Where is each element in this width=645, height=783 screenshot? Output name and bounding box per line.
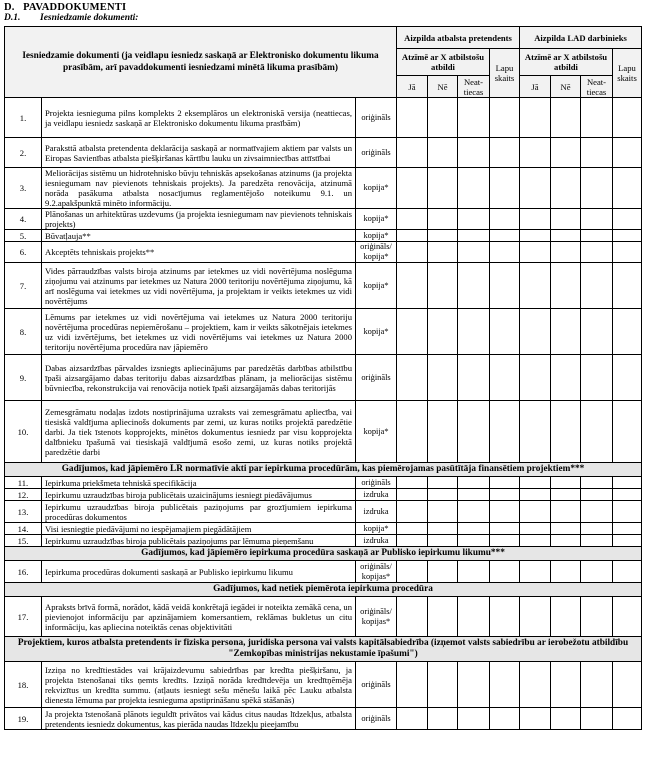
applicant-pages-cell[interactable] (490, 535, 520, 547)
header-applicant-mark: Atzīmē ar X atbilstošu atbildi (397, 49, 490, 76)
row-number: 19. (5, 708, 42, 730)
lad-no-cell[interactable] (551, 309, 581, 355)
applicant-yes-cell[interactable] (397, 209, 428, 230)
document-row (5, 477, 642, 489)
lad-pages-cell[interactable] (613, 597, 642, 637)
document-row (5, 309, 642, 355)
lad-no-cell[interactable] (551, 263, 581, 309)
header-lad-yes: Jā (520, 76, 551, 98)
lad-na-cell[interactable] (581, 309, 613, 355)
row-description: Iepirkumu uzraudzības biroja publicētais paziņojums par grozījumiem iepirkuma procedūras dokumentos (42, 501, 356, 523)
lad-no-cell[interactable] (551, 477, 581, 489)
document-row (5, 662, 642, 708)
applicant-pages-cell[interactable] (490, 477, 520, 489)
row-document-type: kopija* (356, 230, 397, 242)
lad-no-cell[interactable] (551, 501, 581, 523)
lad-na-cell[interactable] (581, 535, 613, 547)
document-row (5, 98, 642, 138)
row-description: Zemesgrāmatu nodaļas izdots nostiprinājuma uzraksts vai zemesgrāmatu apliecība, vai tiesiskā valdījuma apliecinošs dokuments par zemi, uz kuras notiks projektā paredzētie darbi. Ja tiek īstenots kopprojekts, minētos dokumentus iesniedz par visu kopprojekta dalībnieku īpašumā vai tiesiskajā valdījumā esošo zemi, uz kuras notiks projektā paredzētie darbi (42, 401, 356, 463)
applicant-pages-cell[interactable] (490, 230, 520, 242)
row-number: 7. (5, 263, 42, 309)
applicant-na-cell[interactable] (458, 355, 490, 401)
applicant-yes-cell[interactable] (397, 535, 428, 547)
lad-pages-cell[interactable] (613, 401, 642, 463)
lad-pages-cell[interactable] (613, 98, 642, 138)
lad-pages-cell[interactable] (613, 535, 642, 547)
applicant-no-cell[interactable] (428, 708, 458, 730)
lad-no-cell[interactable] (551, 355, 581, 401)
row-document-type: oriģināls (356, 355, 397, 401)
row-description: Izziņa no kredītiestādes vai krājaizdevumu sabiedrības par kredīta piešķiršanu, ja projekta īstenošanai tiks ņemts kredīts. Izziņā norāda kredītdevēja un kredītņēmēja rekvizītus un kredīta summu. (atļauts iesniegt sešu mēnešu laikā pēc Lauku atbalsta dienesta lēmuma par projekta iesnieguma apstiprināšanu spēkā stāšanās) (42, 662, 356, 708)
header-applicant-pages: Lapu skaits (490, 49, 520, 98)
section-band: Projektiem, kuros atbalsta pretendents ir fiziska persona, juridiska persona vai valsts kapitālsabiedrība (izņemot valsts sabiedrību ar ierobežotu atbildību "Zemkopības ministrijas nekustamie īpašumi") (5, 637, 642, 662)
lad-pages-cell[interactable] (613, 209, 642, 230)
row-document-type: oriģināls (356, 98, 397, 138)
document-row (5, 263, 642, 309)
applicant-na-cell[interactable] (458, 523, 490, 535)
applicant-no-cell[interactable] (428, 309, 458, 355)
lad-na-cell[interactable] (581, 230, 613, 242)
row-document-type: kopija* (356, 209, 397, 230)
applicant-no-cell[interactable] (428, 523, 458, 535)
document-row (5, 489, 642, 501)
lad-no-cell[interactable] (551, 242, 581, 263)
lad-yes-cell[interactable] (520, 209, 551, 230)
lad-na-cell[interactable] (581, 708, 613, 730)
header-lad-no: Nē (551, 76, 581, 98)
section-band: Gadījumos, kad jāpiemēro LR normatīvie akti par iepirkuma procedūrām, kas piemērojamas pasūtītāja finansētiem projektiem*** (5, 463, 642, 477)
lad-no-cell[interactable] (551, 535, 581, 547)
applicant-na-cell[interactable] (458, 138, 490, 168)
row-document-type: izdruka (356, 535, 397, 547)
lad-na-cell[interactable] (581, 401, 613, 463)
lad-yes-cell[interactable] (520, 401, 551, 463)
header-lad-pages: Lapu skaits (613, 49, 642, 98)
applicant-yes-cell[interactable] (397, 263, 428, 309)
lad-yes-cell[interactable] (520, 355, 551, 401)
row-description: Iepirkumu uzraudzības biroja publicētais uzaicinājums iesniegt piedāvājumus (42, 489, 356, 501)
lad-pages-cell[interactable] (613, 523, 642, 535)
row-document-type: oriģināls/ kopijas* (356, 597, 397, 637)
applicant-pages-cell[interactable] (490, 209, 520, 230)
header-documents: Iesniedzamie dokumenti (ja veidlapu iesniedz saskaņā ar Elektronisko dokumentu likuma prasībām, arī pavaddokumenti iesniedzami minētā likuma prasībām) (5, 27, 397, 98)
applicant-yes-cell[interactable] (397, 309, 428, 355)
row-number: 9. (5, 355, 42, 401)
row-document-type: kopija* (356, 263, 397, 309)
applicant-pages-cell[interactable] (490, 501, 520, 523)
row-description: Lēmums par ietekmes uz vidi novērtējuma vai ietekmes uz Natura 2000 teritoriju novērtējuma procedūras nepiemērošanu – projektiem, kam ir veikts sākotnējais ietekmes uz vidi izvērtējums, bet ietekmes uz vidi novērtējums vai ietekmes uz Natura 2000 teritoriju novērtējuma procedūra nav jāpiemēro (42, 309, 356, 355)
row-description: Apraksts brīvā formā, norādot, kādā veidā konkrētajā iegādei ir noteikta zemākā cena, un pievienojot informāciju par apzinājamiem komersantiem, reklāmas bukletus un citu informāciju, kas apliecina noteiktās cenas objektivitāti (42, 597, 356, 637)
applicant-yes-cell[interactable] (397, 501, 428, 523)
lad-na-cell[interactable] (581, 597, 613, 637)
applicant-na-cell[interactable] (458, 477, 490, 489)
applicant-na-cell[interactable] (458, 535, 490, 547)
lad-no-cell[interactable] (551, 168, 581, 209)
lad-yes-cell[interactable] (520, 477, 551, 489)
row-description: Iepirkuma procedūras dokumenti saskaņā ar Publisko iepirkumu likumu (42, 561, 356, 583)
applicant-yes-cell[interactable] (397, 168, 428, 209)
row-document-type: oriģināls (356, 477, 397, 489)
applicant-yes-cell[interactable] (397, 523, 428, 535)
row-description: Akceptēts tehniskais projekts** (42, 242, 356, 263)
row-number: 15. (5, 535, 42, 547)
lad-no-cell[interactable] (551, 401, 581, 463)
row-number: 17. (5, 597, 42, 637)
document-row (5, 708, 642, 730)
applicant-no-cell[interactable] (428, 242, 458, 263)
lad-na-cell[interactable] (581, 662, 613, 708)
row-number: 12. (5, 489, 42, 501)
row-number: 18. (5, 662, 42, 708)
applicant-yes-cell[interactable] (397, 561, 428, 583)
row-number: 3. (5, 168, 42, 209)
row-document-type: kopija* (356, 168, 397, 209)
lad-no-cell[interactable] (551, 708, 581, 730)
section-band: Gadījumos, kad jāpiemēro iepirkuma procedūra saskaņā ar Publisko iepirkumu likumu*** (5, 547, 642, 561)
row-number: 11. (5, 477, 42, 489)
applicant-yes-cell[interactable] (397, 401, 428, 463)
applicant-no-cell[interactable] (428, 662, 458, 708)
applicant-na-cell[interactable] (458, 168, 490, 209)
row-description: Būvatļauja** (42, 230, 356, 242)
row-number: 2. (5, 138, 42, 168)
lad-yes-cell[interactable] (520, 662, 551, 708)
header-applicant-na: Neat-tiecas (458, 76, 490, 98)
document-row (5, 209, 642, 230)
header-lad-group: Aizpilda LAD darbinieks (520, 27, 642, 49)
applicant-na-cell[interactable] (458, 708, 490, 730)
lad-yes-cell[interactable] (520, 242, 551, 263)
lad-na-cell[interactable] (581, 561, 613, 583)
row-description: Vides pārraudzības valsts biroja atzinums par ietekmes uz vidi novērtējuma noslēguma ziņojumu vai atzinums par ietekmes uz Natura 2000 teritoriju novērtējuma ziņojumu, kā arī noslēguma vai ietekmes uz vidi novērtējuma, ja projektam ir veikts ietekmes uz vidi novērtējums (42, 263, 356, 309)
applicant-pages-cell[interactable] (490, 242, 520, 263)
documents-table (4, 26, 642, 730)
subsection-number: D.1. (4, 13, 21, 23)
applicant-pages-cell[interactable] (490, 708, 520, 730)
lad-na-cell[interactable] (581, 523, 613, 535)
row-description: Meliorācijas sistēmu un hidrotehnisko būvju tehniskās apsekošanas atzinums (ja projekta iesniegumam nav pievienots tehniskais projekts). Ja paredzēta renovācija, atzinumā norāda pasākuma atbalsta nosacījumus reglamentējošo noteikumu 9.1. un 9.2.apakšpunktā minēto informāciju. (42, 168, 356, 209)
applicant-no-cell[interactable] (428, 98, 458, 138)
applicant-yes-cell[interactable] (397, 355, 428, 401)
lad-yes-cell[interactable] (520, 138, 551, 168)
lad-no-cell[interactable] (551, 209, 581, 230)
applicant-pages-cell[interactable] (490, 168, 520, 209)
row-document-type: izdruka (356, 501, 397, 523)
row-description: Iepirkuma priekšmeta tehniskā specifikācija (42, 477, 356, 489)
document-row (5, 401, 642, 463)
applicant-pages-cell[interactable] (490, 523, 520, 535)
applicant-pages-cell[interactable] (490, 561, 520, 583)
row-description: Dabas aizsardzības pārvaldes izsniegts apliecinājums par paredzētās darbības atbilstību īpaši aizsargājamo dabas teritoriju dabas aizsardzības plānam, ja meliorācijas sistēmu būvniecība, rekonstrukcija vai renovācija notiek īpaši aizsargājamās dabas teritorijās (42, 355, 356, 401)
applicant-no-cell[interactable] (428, 355, 458, 401)
row-document-type: oriģināls/ kopijas* (356, 561, 397, 583)
header-lad-na: Neat-tiecas (581, 76, 613, 98)
lad-yes-cell[interactable] (520, 708, 551, 730)
applicant-no-cell[interactable] (428, 597, 458, 637)
row-number: 6. (5, 242, 42, 263)
document-row (5, 242, 642, 263)
row-description: Ja projekta īstenošanā plānots ieguldīt privātos vai kādus citus naudas līdzekļus, atbalsta pretendents iesniedz dokumentus, kas pierāda naudas līdzekļu pieejamību (42, 708, 356, 730)
lad-yes-cell[interactable] (520, 489, 551, 501)
row-number: 16. (5, 561, 42, 583)
applicant-no-cell[interactable] (428, 561, 458, 583)
row-number: 4. (5, 209, 42, 230)
header-lad-mark: Atzīmē ar X atbilstošu atbildi (520, 49, 613, 76)
lad-na-cell[interactable] (581, 242, 613, 263)
applicant-na-cell[interactable] (458, 401, 490, 463)
lad-no-cell[interactable] (551, 523, 581, 535)
applicant-yes-cell[interactable] (397, 708, 428, 730)
section-title: D. PAVADDOKUMENTI (4, 2, 127, 13)
lad-yes-cell[interactable] (520, 263, 551, 309)
lad-pages-cell[interactable] (613, 477, 642, 489)
applicant-no-cell[interactable] (428, 501, 458, 523)
lad-na-cell[interactable] (581, 263, 613, 309)
applicant-na-cell[interactable] (458, 561, 490, 583)
lad-na-cell[interactable] (581, 355, 613, 401)
applicant-pages-cell[interactable] (490, 263, 520, 309)
applicant-pages-cell[interactable] (490, 138, 520, 168)
applicant-no-cell[interactable] (428, 138, 458, 168)
lad-na-cell[interactable] (581, 501, 613, 523)
row-description: Plānošanas un arhitektūras uzdevums (ja projekta iesniegumam nav pievienots tehniskais projekts) (42, 209, 356, 230)
lad-na-cell[interactable] (581, 98, 613, 138)
lad-pages-cell[interactable] (613, 138, 642, 168)
applicant-yes-cell[interactable] (397, 477, 428, 489)
row-number: 5. (5, 230, 42, 242)
lad-na-cell[interactable] (581, 477, 613, 489)
applicant-pages-cell[interactable] (490, 597, 520, 637)
subsection-title (4, 13, 641, 24)
header-applicant-yes: Jā (397, 76, 428, 98)
applicant-na-cell[interactable] (458, 501, 490, 523)
applicant-yes-cell[interactable] (397, 242, 428, 263)
lad-pages-cell[interactable] (613, 561, 642, 583)
section-band-row (5, 547, 642, 561)
applicant-no-cell[interactable] (428, 209, 458, 230)
applicant-na-cell[interactable] (458, 309, 490, 355)
lad-pages-cell[interactable] (613, 309, 642, 355)
applicant-pages-cell[interactable] (490, 355, 520, 401)
section-band-row (5, 637, 642, 662)
lad-yes-cell[interactable] (520, 501, 551, 523)
row-number: 1. (5, 98, 42, 138)
applicant-yes-cell[interactable] (397, 489, 428, 501)
applicant-yes-cell[interactable] (397, 98, 428, 138)
document-row (5, 355, 642, 401)
lad-pages-cell[interactable] (613, 501, 642, 523)
lad-pages-cell[interactable] (613, 230, 642, 242)
applicant-no-cell[interactable] (428, 168, 458, 209)
applicant-pages-cell[interactable] (490, 98, 520, 138)
lad-pages-cell[interactable] (613, 489, 642, 501)
row-description: Projekta iesnieguma pilns komplekts 2 eksemplāros un elektroniskā versija (neattiecas, ja veidlapu iesniedz saskaņā ar Elektronisko dokumentu likuma prasībām) (42, 98, 356, 138)
applicant-na-cell[interactable] (458, 242, 490, 263)
lad-no-cell[interactable] (551, 138, 581, 168)
row-description: Paraksttā atbalsta pretendenta deklarācija saskaņā ar normatīvajiem aktiem par valsts un Eiropas Savienības atbalsta piešķiršanas kārtību lauku un zivsaimniecības attīstībai (42, 138, 356, 168)
lad-na-cell[interactable] (581, 168, 613, 209)
applicant-na-cell[interactable] (458, 209, 490, 230)
row-document-type: oriģināls (356, 138, 397, 168)
lad-no-cell[interactable] (551, 489, 581, 501)
lad-pages-cell[interactable] (613, 662, 642, 708)
applicant-pages-cell[interactable] (490, 309, 520, 355)
applicant-yes-cell[interactable] (397, 138, 428, 168)
lad-na-cell[interactable] (581, 209, 613, 230)
row-number: 13. (5, 501, 42, 523)
row-description: Iepirkumu uzraudzības biroja publicētais paziņojums par lēmuma pieņemšanu (42, 535, 356, 547)
applicant-na-cell[interactable] (458, 230, 490, 242)
header-applicant-no: Nē (428, 76, 458, 98)
document-row (5, 138, 642, 168)
lad-no-cell[interactable] (551, 662, 581, 708)
lad-yes-cell[interactable] (520, 535, 551, 547)
applicant-yes-cell[interactable] (397, 662, 428, 708)
applicant-yes-cell[interactable] (397, 230, 428, 242)
applicant-yes-cell[interactable] (397, 597, 428, 637)
lad-yes-cell[interactable] (520, 168, 551, 209)
row-number: 10. (5, 401, 42, 463)
lad-pages-cell[interactable] (613, 263, 642, 309)
applicant-na-cell[interactable] (458, 98, 490, 138)
applicant-na-cell[interactable] (458, 489, 490, 501)
lad-yes-cell[interactable] (520, 98, 551, 138)
section-band: Gadījumos, kad netiek piemērota iepirkuma procedūra (5, 583, 642, 597)
row-document-type: oriģināls (356, 662, 397, 708)
document-row (5, 168, 642, 209)
subsection-label: Iesniedzamie dokumenti: (40, 13, 139, 23)
applicant-na-cell[interactable] (458, 263, 490, 309)
row-document-type: kopija* (356, 401, 397, 463)
lad-no-cell[interactable] (551, 98, 581, 138)
row-number: 14. (5, 523, 42, 535)
row-document-type: kopija* (356, 309, 397, 355)
lad-pages-cell[interactable] (613, 708, 642, 730)
lad-no-cell[interactable] (551, 230, 581, 242)
lad-yes-cell[interactable] (520, 309, 551, 355)
page (4, 0, 641, 730)
document-row (5, 230, 642, 242)
document-row (5, 597, 642, 637)
lad-pages-cell[interactable] (613, 242, 642, 263)
applicant-no-cell[interactable] (428, 263, 458, 309)
row-document-type: oriģināls (356, 708, 397, 730)
applicant-na-cell[interactable] (458, 662, 490, 708)
document-row (5, 501, 642, 523)
section-band-row (5, 463, 642, 477)
applicant-no-cell[interactable] (428, 535, 458, 547)
applicant-no-cell[interactable] (428, 489, 458, 501)
applicant-na-cell[interactable] (458, 597, 490, 637)
applicant-pages-cell[interactable] (490, 662, 520, 708)
row-document-type: oriģināls/ kopija* (356, 242, 397, 263)
section-band-row (5, 583, 642, 597)
lad-yes-cell[interactable] (520, 523, 551, 535)
lad-yes-cell[interactable] (520, 597, 551, 637)
applicant-no-cell[interactable] (428, 477, 458, 489)
row-document-type: izdruka (356, 489, 397, 501)
header-applicant-group: Aizpilda atbalsta pretendents (397, 27, 520, 49)
applicant-no-cell[interactable] (428, 230, 458, 242)
lad-no-cell[interactable] (551, 561, 581, 583)
lad-pages-cell[interactable] (613, 168, 642, 209)
lad-pages-cell[interactable] (613, 355, 642, 401)
row-document-type: kopija* (356, 523, 397, 535)
document-row (5, 535, 642, 547)
row-description: Visi iesniegtie piedāvājumi no iespējamajiem piegādātājiem (42, 523, 356, 535)
lad-na-cell[interactable] (581, 489, 613, 501)
lad-na-cell[interactable] (581, 138, 613, 168)
applicant-no-cell[interactable] (428, 401, 458, 463)
document-row (5, 561, 642, 583)
row-number: 8. (5, 309, 42, 355)
lad-yes-cell[interactable] (520, 561, 551, 583)
lad-no-cell[interactable] (551, 597, 581, 637)
lad-yes-cell[interactable] (520, 230, 551, 242)
applicant-pages-cell[interactable] (490, 401, 520, 463)
applicant-pages-cell[interactable] (490, 489, 520, 501)
document-row (5, 523, 642, 535)
